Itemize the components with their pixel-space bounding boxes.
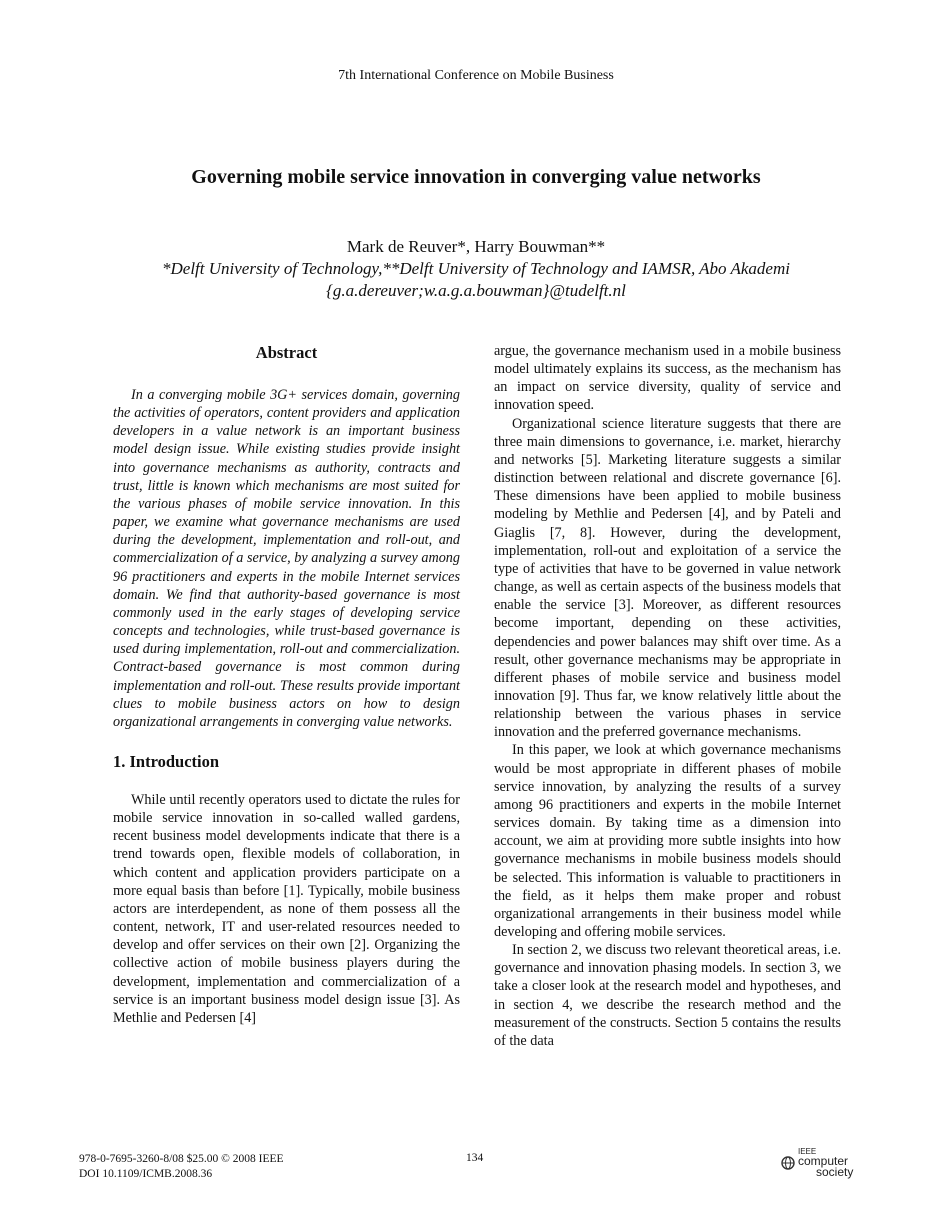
intro-paragraph-3: In this paper, we look at which governance mechanisms would be most appropriate in different phases of mobile service innovation, by analyzing the results of a survey among 96 practitioners and experts in the mobile Internet services domain. By taking time as a dimension into account, we aim at providing more subtle insights into how governance mechanisms in mobile business models should be selected. This information is valuable to practitioners in the field, as it helps them make proper and robust organizational arrangements in their business model while developing and offering mobile services.: [494, 742, 841, 940]
section-heading-introduction: 1. Introduction: [113, 751, 220, 771]
logo-line-society: society: [816, 1165, 854, 1179]
intro-paragraph-4: In section 2, we discuss two relevant theoretical areas, i.e. governance and innovation phasing models. In section 3, we take a closer look at the research model and hypotheses, and in section 4, we describe the research method and the measurement of the constructs. Section 5 contains the results of the data: [494, 942, 841, 1049]
globe-icon: [778, 1153, 798, 1173]
page-number: 134: [466, 1152, 484, 1164]
paper-title: Governing mobile service innovation in converging value networks: [191, 166, 761, 188]
abstract-text: In a converging mobile 3G+ services domain, governing the activities of operators, content providers and application developers in a value network is an important business model design issue. While existing studies provide insight into governance mechanisms as authority, contracts and trust, little is known which mechanisms are most suited for the various phases of mobile service innovation. In this paper, we examine what governance mechanisms are used during the development, implementation and roll-out, and commercialization of a service, by analyzing a survey among 96 practitioners and experts in the mobile Internet services domain. We find that authority-based governance is most commonly used in the early stages of developing service concepts and technologies, while trust-based governance is used during implementation, roll-out and commercialization. Contract-based governance is most common during implementation and roll-out. These results provide important clues to mobile business actors on how to design organizational arrangements in converging value networks.: [113, 387, 460, 730]
footer-left: [79, 1152, 284, 1182]
isbn-line: 978-0-7695-3260-8/08 $25.00 © 2008 IEEE: [79, 1153, 284, 1165]
affiliations: *Delft University of Technology,**Delft University of Technology and IAMSR, Abo Akademi: [162, 259, 790, 278]
emails: {g.a.dereuver;w.a.g.a.bouwman}@tudelft.nl: [326, 281, 626, 300]
abstract-heading: Abstract: [255, 343, 318, 362]
intro-paragraph-1-continued: argue, the governance mechanism used in a mobile business model ultimately explains its success, as the mechanism has an impact on service diversity, quality of service and innovation speed.: [494, 343, 841, 414]
left-column: [113, 342, 460, 1027]
intro-paragraph-2: Organizational science literature suggests that there are three main dimensions to governance, i.e. market, hierarchy and networks [5]. Marketing literature suggests a similar distinction between relational and discrete governance [6]. These dimensions have been applied to mobile business modeling by Methlie and Pedersen [4], and by Pateli and Giaglis [7, 8]. However, during the development, implementation, roll-out and exploitation of a service the type of activities that have to be governed in value network change, as well as certain aspects of the business models that enable the service [3]. Moreover, as different resources become important, depending on these activities, dependencies and power balances may shift over time. As a result, other governance mechanisms may be appropriate in different phases of mobile service and business model innovation [9]. Thus far, we know relatively little about the relationship between the various phases in service innovation and the preferred governance mechanisms.: [494, 415, 841, 741]
logo-line-computer: computer: [798, 1154, 849, 1168]
ieee-computer-society-logo: [778, 1147, 858, 1177]
intro-paragraph-1: While until recently operators used to dictate the rules for mobile service innovation in so-called walled gardens, recent business model developments indicate that there is a trend towards open, flexible models of collaboration, in which content and application providers participate on a more equal basis than before [1]. Typically, mobile business actors are interdependent, as none of them possess all the content, network, IT and user-related resources needed to develop and offer services on their own [2]. Organizing the collective action of mobile business players during the development, implementation and commercialization of a service is an important business model design issue [3]. As Methlie and Pedersen [4]: [113, 791, 460, 1026]
authors: Mark de Reuver*, Harry Bouwman**: [346, 237, 606, 256]
right-column: [494, 342, 841, 1050]
logo-line-ieee: IEEE: [798, 1147, 817, 1156]
doi-line: DOI 10.1109/ICMB.2008.36: [79, 1168, 213, 1180]
conference-header: 7th International Conference on Mobile Business: [338, 68, 614, 83]
